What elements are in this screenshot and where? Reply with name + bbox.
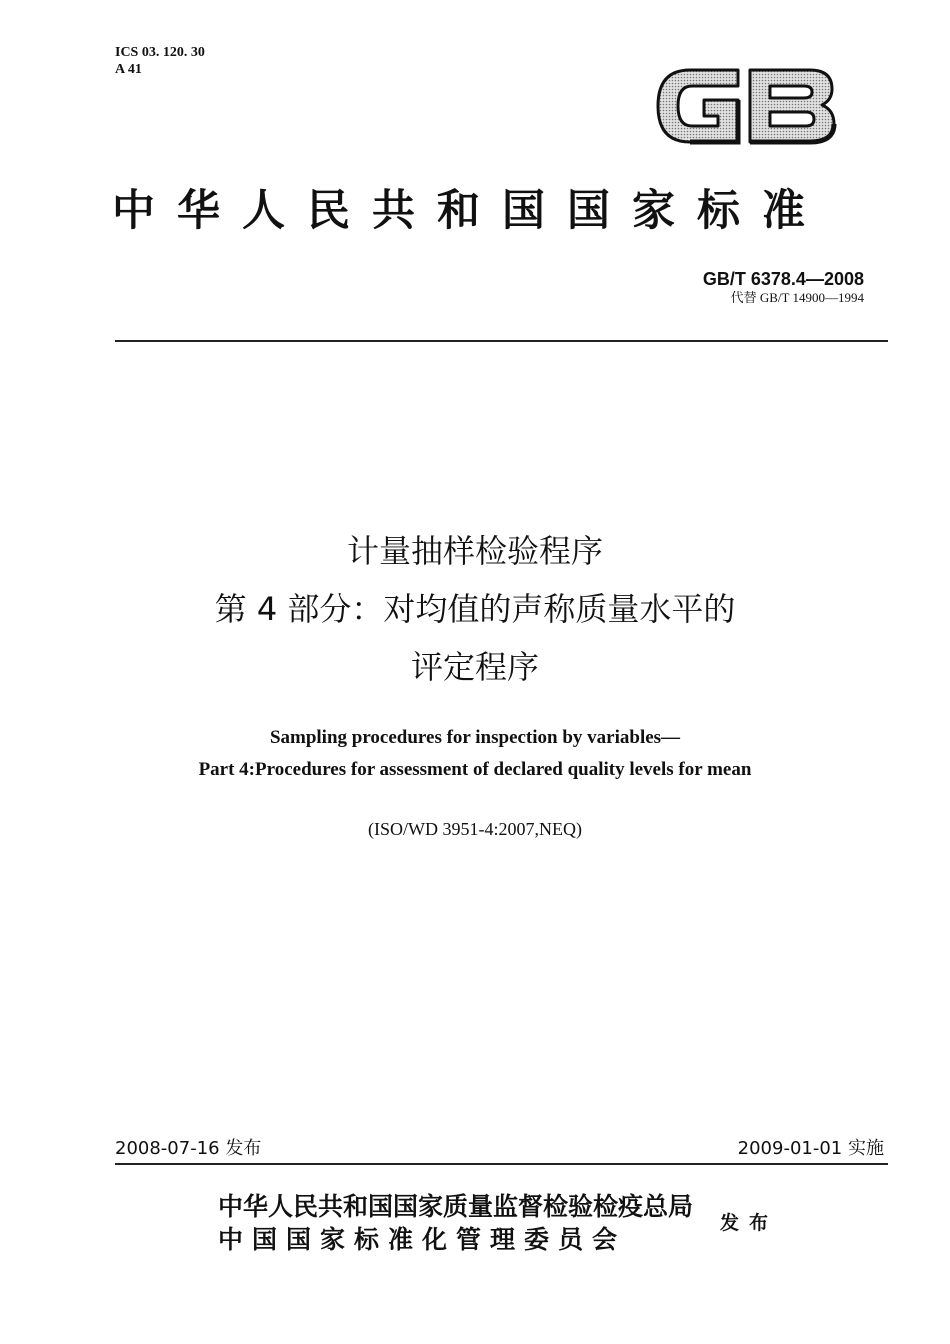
english-title-line1: Sampling procedures for inspection by variables—: [269, 727, 681, 748]
english-title-line2: Part 4:Procedures for assessment of declared quality levels for mean: [198, 759, 752, 780]
issuer-line2: 中国国家标准化管理委员会: [218, 1225, 627, 1254]
header-divider: [115, 340, 888, 342]
issuing-authorities: [218, 1190, 693, 1256]
iso-reference: (ISO/WD 3951-4:2007,NEQ): [368, 819, 582, 839]
english-title: [0, 722, 950, 786]
classification-codes: [115, 44, 205, 78]
replaces-standard: 代替 GB/T 14900—1994: [730, 290, 864, 305]
chinese-title-line2: 第 4 部分：对均值的声称质量水平的: [214, 590, 736, 628]
implementation-date: 2009-01-01 实施: [737, 1138, 884, 1159]
standard-number-block: [703, 268, 864, 306]
national-standard-heading: 中华人民共和国国家标准: [112, 186, 827, 236]
issuer-line1: 中华人民共和国国家质量监督检验检疫总局: [218, 1192, 694, 1221]
chinese-title: [0, 522, 950, 696]
standard-number: GB/T 6378.4—2008: [702, 269, 864, 289]
issue-date: 2008-07-16 发布: [115, 1138, 262, 1159]
footer-divider: [115, 1163, 888, 1165]
gb-logo: [650, 58, 840, 154]
publish-label: 发布: [720, 1212, 779, 1234]
chinese-title-line1: 计量抽样检验程序: [346, 532, 603, 570]
ics-code: ICS 03. 120. 30: [115, 45, 205, 60]
chinese-title-line3: 评定程序: [410, 648, 539, 686]
ccs-code: A 41: [115, 62, 142, 77]
